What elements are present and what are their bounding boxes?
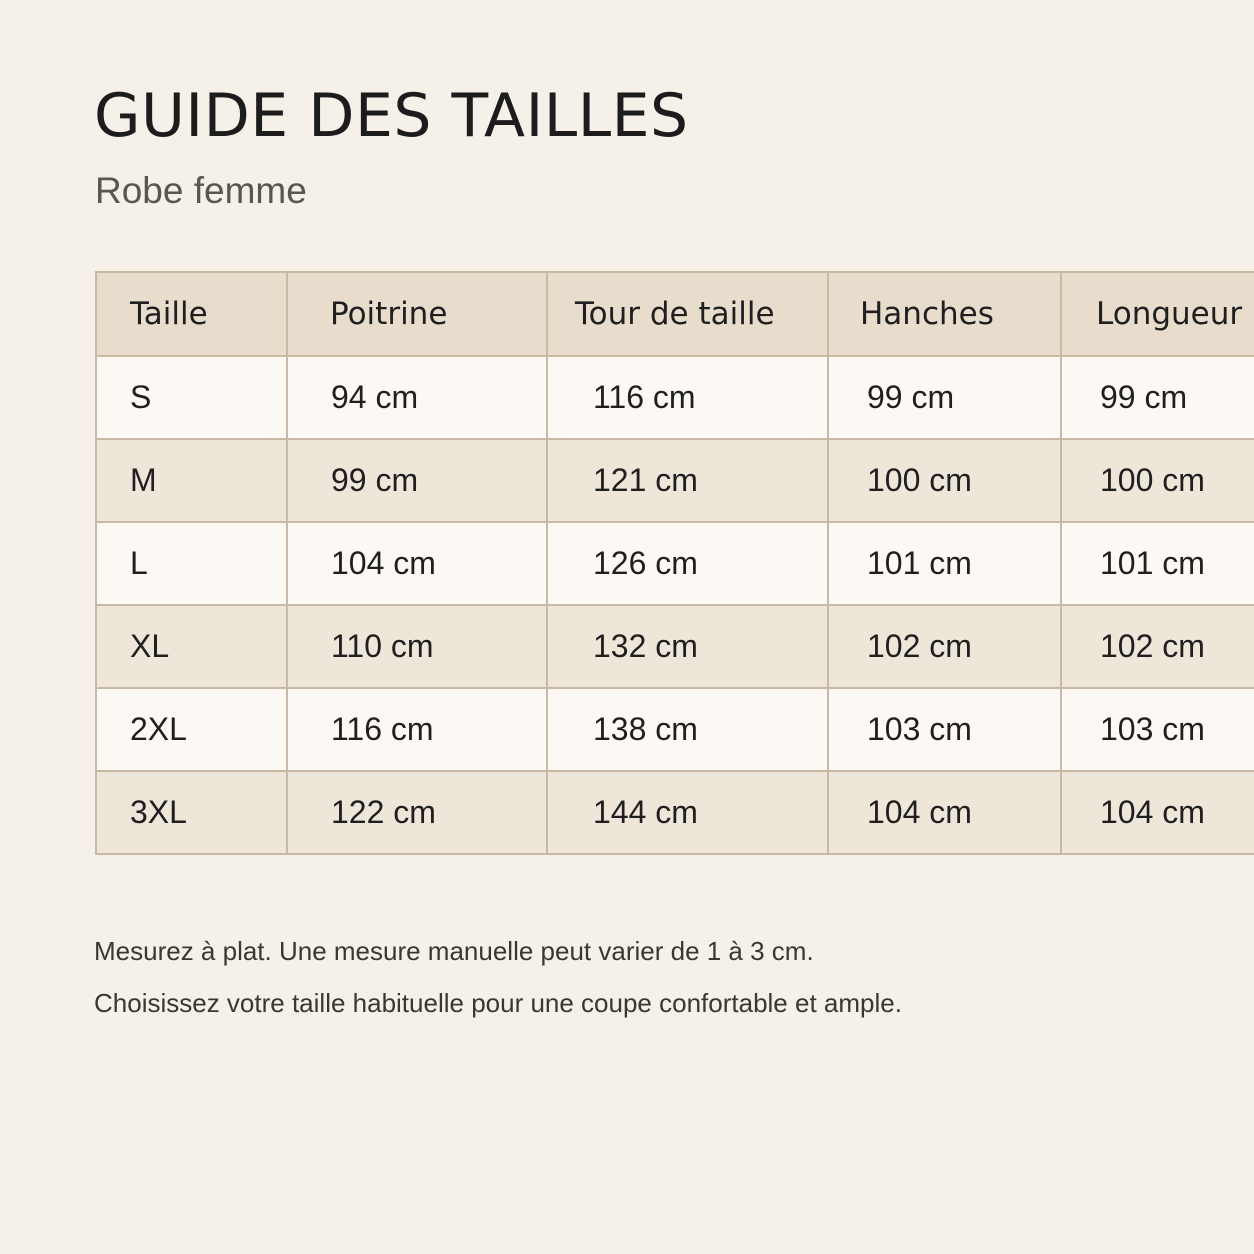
cell-poitrine: 104 cm [287, 522, 547, 605]
table-header-row [96, 272, 1254, 356]
column-header-poitrine: Poitrine [287, 272, 547, 356]
cell-poitrine: 116 cm [287, 688, 547, 771]
cell-hanches: 99 cm [828, 356, 1061, 439]
cell-size: 2XL [96, 688, 287, 771]
cell-size: XL [96, 605, 287, 688]
cell-longueur: 100 cm [1061, 439, 1254, 522]
cell-tour-de-taille: 121 cm [547, 439, 828, 522]
cell-poitrine: 110 cm [287, 605, 547, 688]
cell-longueur: 103 cm [1061, 688, 1254, 771]
cell-hanches: 101 cm [828, 522, 1061, 605]
column-header-hanches: Hanches [828, 272, 1061, 356]
cell-tour-de-taille: 132 cm [547, 605, 828, 688]
column-header-taille: Taille [96, 272, 287, 356]
cell-longueur: 99 cm [1061, 356, 1254, 439]
cell-hanches: 100 cm [828, 439, 1061, 522]
cell-poitrine: 99 cm [287, 439, 547, 522]
cell-hanches: 103 cm [828, 688, 1061, 771]
cell-poitrine: 94 cm [287, 356, 547, 439]
cell-poitrine: 122 cm [287, 771, 547, 854]
cell-size: L [96, 522, 287, 605]
note-measure-flat: Mesurez à plat. Une mesure manuelle peut varier de 1 à 3 cm. [94, 936, 814, 966]
table-row [96, 439, 1254, 522]
cell-longueur: 102 cm [1061, 605, 1254, 688]
table-row [96, 771, 1254, 854]
table-row [96, 605, 1254, 688]
notes-section [94, 936, 902, 1040]
cell-tour-de-taille: 116 cm [547, 356, 828, 439]
cell-hanches: 104 cm [828, 771, 1061, 854]
note-usual-size: Choisissez votre taille habituelle pour une coupe confortable et ample. [94, 988, 902, 1018]
table-row [96, 356, 1254, 439]
page-subtitle: Robe femme [95, 170, 307, 211]
cell-tour-de-taille: 138 cm [547, 688, 828, 771]
cell-size: S [96, 356, 287, 439]
table-row [96, 522, 1254, 605]
table-row [96, 688, 1254, 771]
cell-longueur: 104 cm [1061, 771, 1254, 854]
page-title: GUIDE DES TAILLES [94, 81, 689, 151]
cell-tour-de-taille: 126 cm [547, 522, 828, 605]
cell-size: 3XL [96, 771, 287, 854]
cell-tour-de-taille: 144 cm [547, 771, 828, 854]
cell-hanches: 102 cm [828, 605, 1061, 688]
column-header-longueur: Longueur [1061, 272, 1254, 356]
column-header-tour-de-taille: Tour de taille [547, 272, 828, 356]
cell-longueur: 101 cm [1061, 522, 1254, 605]
cell-size: M [96, 439, 287, 522]
size-chart-table [95, 271, 1254, 855]
